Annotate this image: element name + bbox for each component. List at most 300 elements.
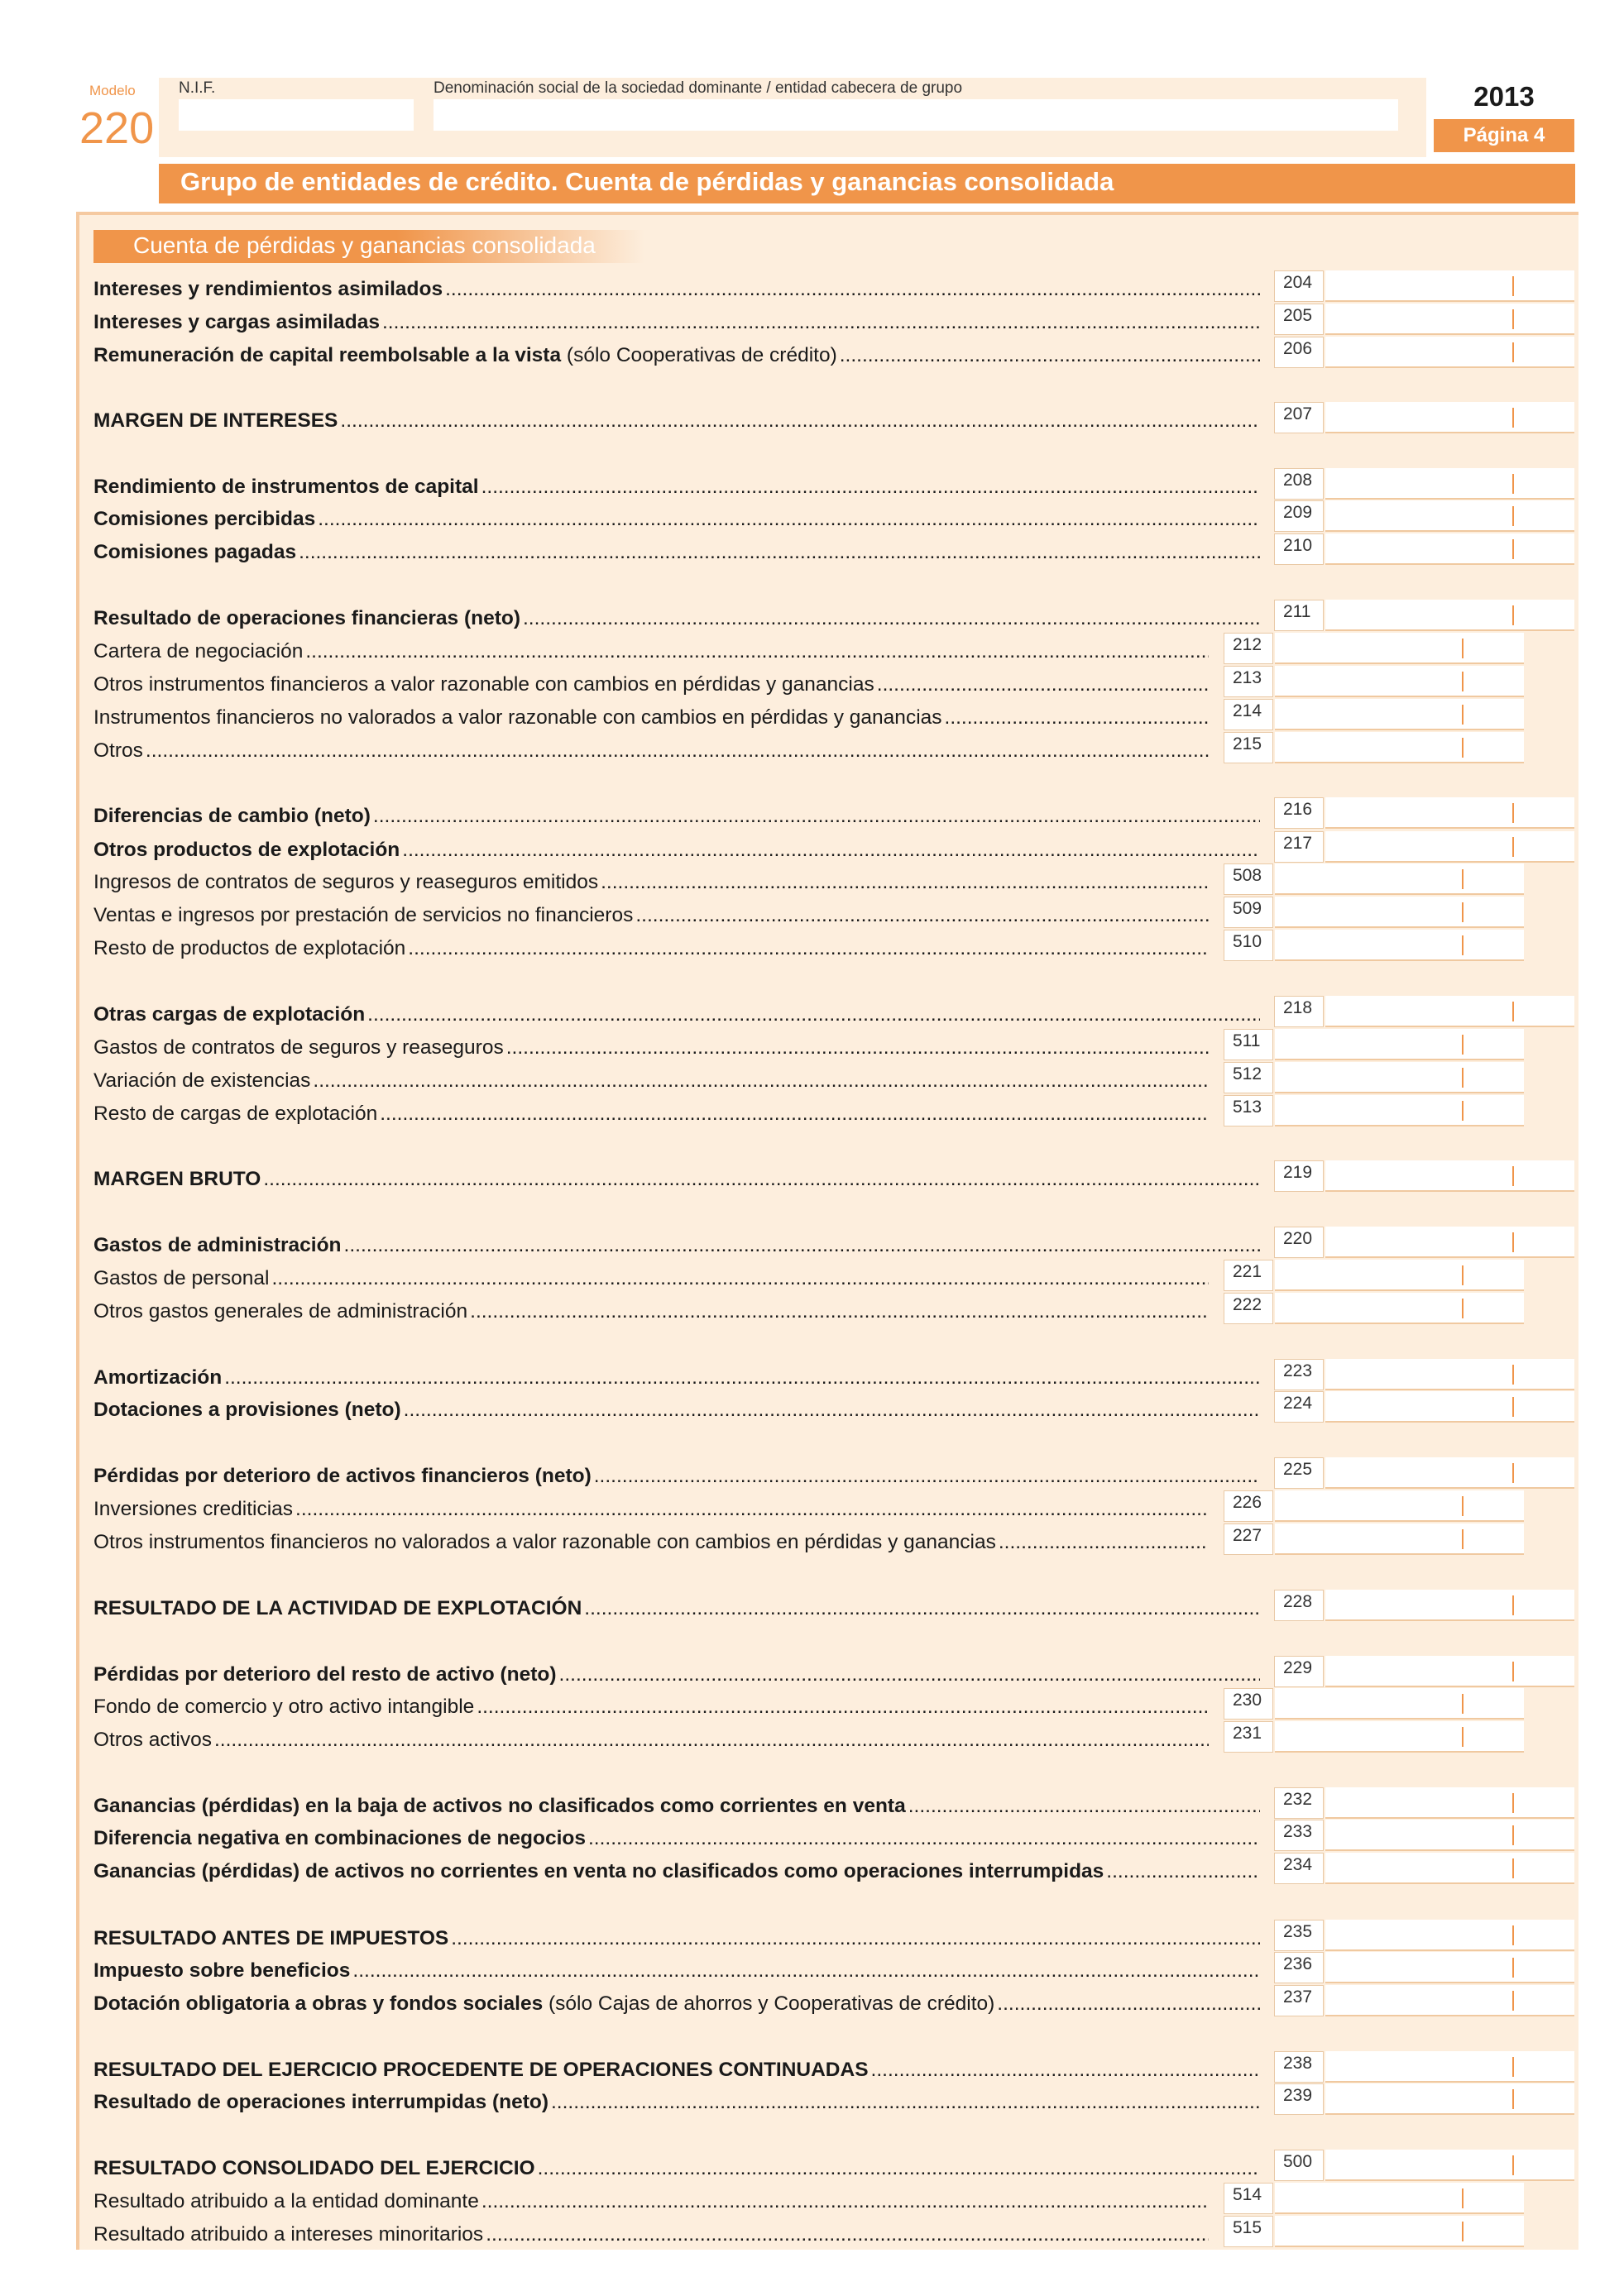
form-row-239 [93, 2083, 1313, 2117]
row-label-text: Intereses y cargas asimiladas [93, 311, 380, 333]
form-row-212 [93, 633, 1260, 666]
row-label [93, 804, 1260, 829]
decimal-separator-mark [1462, 1035, 1464, 1055]
leader-dots [295, 1497, 1209, 1522]
decimal-separator-mark [1512, 837, 1514, 857]
amount-field[interactable] [1325, 500, 1574, 532]
row-label [93, 1299, 1209, 1324]
amount-field[interactable] [1325, 600, 1574, 631]
leader-dots [1106, 1859, 1260, 1884]
box-code: 217 [1274, 831, 1324, 863]
box-code: 215 [1224, 732, 1273, 763]
amount-field[interactable] [1325, 1985, 1574, 2016]
amount-field[interactable] [1325, 1820, 1574, 1851]
leader-dots [477, 1695, 1209, 1720]
box-code: 236 [1274, 1952, 1324, 1983]
decimal-separator-mark [1462, 1496, 1464, 1516]
form-row-224 [93, 1391, 1313, 1424]
leader-dots [271, 1266, 1209, 1291]
decimal-separator-mark [1462, 639, 1464, 658]
row-label-text: Comisiones percibidas [93, 508, 316, 530]
amount-field[interactable] [1325, 1920, 1574, 1951]
section-tab [93, 230, 644, 263]
amount-field[interactable] [1325, 1359, 1574, 1390]
form-row-220 [93, 1227, 1313, 1260]
decimal-separator-mark [1512, 539, 1514, 559]
row-label-note: (sólo Cajas de ahorros y Cooperativas de crédito) [549, 1992, 995, 2015]
amount-field[interactable] [1325, 996, 1574, 1027]
row-label [93, 1069, 1209, 1093]
decimal-separator-mark [1512, 1232, 1514, 1252]
row-label-note: (sólo Cooperativas de crédito) [566, 344, 837, 366]
row-label-text: Instrumentos financieros no valorados a valor razonable con cambios en pérdidas y ganancias [93, 706, 942, 729]
leader-dots [997, 1992, 1260, 2016]
leader-dots [999, 1530, 1209, 1555]
leader-dots [313, 1069, 1209, 1093]
form-row-223 [93, 1359, 1313, 1392]
form-row-510 [93, 930, 1260, 963]
box-code: 224 [1274, 1391, 1324, 1423]
amount-field[interactable] [1275, 1029, 1524, 1060]
form-row-209 [93, 500, 1313, 533]
leader-dots [551, 2090, 1260, 2115]
row-label-text: Otros [93, 739, 143, 762]
decimal-separator-mark [1462, 869, 1464, 889]
row-label-text: Otros gastos generales de administración [93, 1300, 468, 1323]
amount-field[interactable] [1275, 732, 1524, 763]
row-label-text: Diferencia negativa en combinaciones de negocios [93, 1827, 586, 1849]
row-label-text: Impuesto sobre beneficios [93, 1959, 351, 1982]
amount-field[interactable] [1325, 468, 1574, 500]
box-code: 229 [1274, 1656, 1324, 1687]
row-label [93, 1859, 1260, 1884]
form-row-222 [93, 1293, 1260, 1326]
form-row-221 [93, 1260, 1260, 1293]
amount-field[interactable] [1325, 1853, 1574, 1884]
row-label [93, 540, 1260, 565]
box-code: 235 [1274, 1920, 1324, 1951]
amount-field[interactable] [1275, 699, 1524, 730]
form-row-226 [93, 1490, 1260, 1523]
row-label-text: RESULTADO ANTES DE IMPUESTOS [93, 1927, 449, 1949]
box-code: 216 [1274, 797, 1324, 829]
leader-dots [877, 672, 1209, 697]
row-label-text: Remuneración de capital reembolsable a la vista [93, 344, 562, 366]
amount-field[interactable] [1325, 2150, 1574, 2181]
form-row-227 [93, 1523, 1260, 1557]
leader-dots [263, 1167, 1260, 1192]
amount-field[interactable] [1275, 2216, 1524, 2247]
leader-dots [523, 606, 1260, 631]
row-label-text: Resultado atribuido a intereses minoritarios [93, 2223, 484, 2246]
form-row-204 [93, 270, 1313, 304]
decimal-separator-mark [1512, 1397, 1514, 1417]
row-label [93, 2222, 1209, 2247]
leader-dots [594, 1464, 1260, 1489]
amount-field[interactable] [1275, 1095, 1524, 1126]
amount-field[interactable] [1275, 1721, 1524, 1753]
row-label [93, 1266, 1209, 1291]
row-label [93, 1662, 1260, 1687]
amount-field[interactable] [1325, 1952, 1574, 1983]
leader-dots [305, 639, 1209, 664]
row-label-text: Comisiones pagadas [93, 541, 297, 563]
leader-dots [908, 1794, 1260, 1819]
decimal-separator-mark [1512, 1858, 1514, 1878]
leader-dots [224, 1366, 1260, 1390]
box-code: 226 [1224, 1490, 1273, 1522]
row-label [93, 1926, 1260, 1951]
row-label-text: RESULTADO DE LA ACTIVIDAD DE EXPLOTACIÓN [93, 1597, 582, 1619]
amount-field[interactable] [1325, 1787, 1574, 1819]
amount-field[interactable] [1325, 831, 1574, 863]
decimal-separator-mark [1462, 902, 1464, 922]
box-code: 220 [1274, 1227, 1324, 1258]
form-row-217 [93, 831, 1313, 864]
leader-dots [344, 1233, 1260, 1258]
form-row-213 [93, 666, 1260, 699]
row-label-text: Ingresos de contratos de seguros y reaseguros emitidos [93, 871, 599, 893]
decimal-separator-mark [1512, 1991, 1514, 2011]
decimal-separator-mark [1512, 1825, 1514, 1845]
box-code: 513 [1224, 1095, 1273, 1126]
leader-dots [451, 1926, 1260, 1951]
row-label-text: Intereses y rendimientos asimilados [93, 278, 443, 300]
decimal-separator-mark [1462, 2188, 1464, 2208]
amount-field[interactable] [1275, 897, 1524, 928]
form-row-235 [93, 1920, 1313, 1953]
form-row-219 [93, 1160, 1313, 1193]
amount-field[interactable] [1325, 1160, 1574, 1192]
leader-dots [559, 1662, 1260, 1687]
row-label [93, 1002, 1260, 1027]
box-code: 223 [1274, 1359, 1324, 1390]
decimal-separator-mark [1512, 2155, 1514, 2175]
row-label [93, 1959, 1260, 1983]
form-row-218 [93, 996, 1313, 1029]
leader-dots [506, 1036, 1209, 1060]
form-row-208 [93, 468, 1313, 501]
box-code: 206 [1274, 337, 1324, 368]
box-code: 208 [1274, 468, 1324, 500]
decimal-separator-mark [1462, 1299, 1464, 1318]
form-row-515 [93, 2216, 1260, 2249]
form-row-511 [93, 1029, 1260, 1062]
form-row-237 [93, 1985, 1313, 2018]
form-row-207 [93, 402, 1313, 435]
row-label [93, 1826, 1260, 1851]
row-label [93, 310, 1260, 335]
leader-dots [373, 804, 1260, 829]
row-label [93, 1167, 1260, 1192]
leader-dots [481, 475, 1260, 500]
form-row-228 [93, 1590, 1313, 1623]
modelo-number: 220 [79, 103, 155, 153]
form-row-512 [93, 1062, 1260, 1095]
decimal-separator-mark [1462, 1068, 1464, 1088]
row-label-text: Otros activos [93, 1729, 212, 1751]
row-label [93, 706, 1209, 730]
box-code: 231 [1224, 1721, 1273, 1753]
form-row-210 [93, 533, 1313, 567]
amount-field[interactable] [1325, 1227, 1574, 1258]
box-code: 218 [1274, 996, 1324, 1027]
box-code: 230 [1224, 1688, 1273, 1720]
form-row-509 [93, 897, 1260, 930]
leader-dots [588, 1826, 1260, 1851]
box-code: 213 [1224, 666, 1273, 697]
amount-field[interactable] [1325, 402, 1574, 433]
row-label-text: Resto de cargas de explotación [93, 1103, 378, 1125]
row-label [93, 2058, 1260, 2083]
row-label [93, 1497, 1209, 1522]
box-code: 511 [1224, 1029, 1273, 1060]
row-label [93, 1233, 1260, 1258]
box-code: 500 [1274, 2150, 1324, 2181]
row-label [93, 1530, 1209, 1555]
amount-field[interactable] [1325, 337, 1574, 368]
decimal-separator-mark [1512, 506, 1514, 526]
decimal-separator-mark [1512, 1365, 1514, 1385]
box-code: 225 [1274, 1457, 1324, 1489]
row-label-text: Otros productos de explotación [93, 839, 400, 861]
box-code: 219 [1274, 1160, 1324, 1192]
leader-dots [635, 903, 1209, 928]
box-code: 238 [1274, 2051, 1324, 2083]
form-row-232 [93, 1787, 1313, 1820]
row-label [93, 672, 1209, 697]
leader-dots [584, 1596, 1260, 1621]
row-label [93, 343, 1260, 368]
row-label-text: Resultado de operaciones interrumpidas (neto) [93, 2091, 549, 2113]
row-label [93, 1036, 1209, 1060]
decimal-separator-mark [1512, 1793, 1514, 1813]
amount-field[interactable] [1275, 930, 1524, 961]
amount-field[interactable] [1325, 2051, 1574, 2083]
box-code: 510 [1224, 930, 1273, 961]
leader-dots [445, 277, 1260, 302]
decimal-separator-mark [1512, 1595, 1514, 1615]
amount-field[interactable] [1325, 1656, 1574, 1687]
leader-dots [380, 1102, 1209, 1126]
box-code: 233 [1274, 1820, 1324, 1851]
box-code: 214 [1224, 699, 1273, 730]
row-label [93, 838, 1260, 863]
row-label [93, 1596, 1260, 1621]
decimal-separator-mark [1512, 309, 1514, 329]
decimal-separator-mark [1512, 1958, 1514, 1978]
box-code: 239 [1274, 2083, 1324, 2115]
row-label [93, 1728, 1209, 1753]
decimal-separator-mark [1462, 705, 1464, 725]
row-label-text: Ganancias (pérdidas) de activos no corrientes en venta no clasificados como operaciones interrumpidas [93, 1860, 1104, 1882]
leader-dots [352, 1959, 1260, 1983]
row-label-text: Inversiones crediticias [93, 1498, 294, 1520]
amount-field[interactable] [1275, 666, 1524, 697]
row-label-text: RESULTADO DEL EJERCICIO PROCEDENTE DE OPERACIONES CONTINUADAS [93, 2059, 869, 2081]
form-row-225 [93, 1457, 1313, 1490]
row-label-text: Fondo de comercio y otro activo intangible [93, 1696, 475, 1718]
decimal-separator-mark [1512, 1463, 1514, 1483]
form-row-231 [93, 1721, 1260, 1754]
leader-dots [840, 343, 1260, 368]
row-label [93, 475, 1260, 500]
decimal-separator-mark [1462, 1265, 1464, 1285]
row-label [93, 1366, 1260, 1390]
amount-field[interactable] [1325, 2083, 1574, 2115]
amount-field[interactable] [1275, 633, 1524, 664]
row-label [93, 1464, 1260, 1489]
leader-dots [538, 2156, 1260, 2181]
leader-dots [945, 706, 1209, 730]
leader-dots [146, 739, 1209, 763]
row-label-text: Ventas e ingresos por prestación de servicios no financieros [93, 904, 634, 926]
box-code: 512 [1224, 1062, 1273, 1093]
box-code: 234 [1274, 1853, 1324, 1884]
amount-field[interactable] [1325, 1391, 1574, 1423]
amount-field[interactable] [1325, 304, 1574, 335]
amount-field[interactable] [1275, 2183, 1524, 2214]
form-row-215 [93, 732, 1260, 765]
form-row-236 [93, 1952, 1313, 1985]
amount-field[interactable] [1275, 863, 1524, 895]
form-row-205 [93, 304, 1313, 337]
row-label-text: Pérdidas por deterioro del resto de activo (neto) [93, 1663, 557, 1686]
decimal-separator-mark [1512, 342, 1514, 362]
decimal-separator-mark [1512, 2089, 1514, 2109]
form-row-500 [93, 2150, 1313, 2183]
decimal-separator-mark [1462, 672, 1464, 691]
box-code: 222 [1224, 1293, 1273, 1324]
row-label-text: Resultado atribuido a la entidad dominante [93, 2190, 479, 2212]
row-label-text: Gastos de personal [93, 1267, 270, 1289]
box-code: 228 [1274, 1590, 1324, 1621]
decimal-separator-mark [1462, 1727, 1464, 1747]
modelo-label: Modelo [89, 83, 136, 98]
row-label-text: Amortización [93, 1366, 223, 1389]
box-code: 232 [1274, 1787, 1324, 1819]
amount-field[interactable] [1275, 1523, 1524, 1555]
row-label [93, 936, 1209, 961]
row-label [93, 739, 1209, 763]
form-row-234 [93, 1853, 1313, 1886]
leader-dots [404, 1398, 1260, 1423]
row-label-text: Rendimiento de instrumentos de capital [93, 476, 479, 498]
box-code: 227 [1224, 1523, 1273, 1555]
row-label-text: Otros instrumentos financieros no valorados a valor razonable con cambios en pérdidas y ganancias [93, 1531, 996, 1553]
form-row-211 [93, 600, 1311, 633]
box-code: 211 [1274, 600, 1324, 631]
form-row-508 [93, 863, 1260, 897]
row-label-text: Resto de productos de explotación [93, 937, 406, 959]
decimal-separator-mark [1462, 2222, 1464, 2241]
form-row-230 [93, 1688, 1260, 1721]
decimal-separator-mark [1512, 1662, 1514, 1681]
row-label [93, 507, 1260, 532]
decimal-separator-mark [1512, 2057, 1514, 2077]
amount-field[interactable] [1325, 1590, 1574, 1621]
leader-dots [382, 310, 1260, 335]
nif-field[interactable] [179, 99, 414, 131]
box-code: 207 [1274, 402, 1324, 433]
nif-label: N.I.F. [179, 79, 216, 97]
amount-field[interactable] [1275, 1490, 1524, 1522]
row-label-text: MARGEN DE INTERESES [93, 409, 338, 432]
amount-field[interactable] [1325, 1457, 1574, 1489]
decimal-separator-mark [1512, 803, 1514, 823]
row-label [93, 2189, 1209, 2214]
leader-dots [601, 870, 1209, 895]
leader-dots [402, 838, 1260, 863]
denominacion-field[interactable] [434, 99, 1398, 131]
row-label [93, 870, 1209, 895]
row-label [93, 2090, 1260, 2115]
denominacion-label: Denominación social de la sociedad dominante / entidad cabecera de grupo [434, 79, 963, 97]
leader-dots [486, 2222, 1209, 2247]
row-label [93, 1102, 1209, 1126]
decimal-separator-mark [1512, 276, 1514, 296]
row-label-text: Cartera de negociación [93, 640, 304, 662]
decimal-separator-mark [1462, 738, 1464, 758]
row-label [93, 606, 1260, 631]
leader-dots [318, 507, 1260, 532]
row-label [93, 409, 1260, 433]
amount-field[interactable] [1275, 1260, 1524, 1291]
row-label-text: MARGEN BRUTO [93, 1168, 261, 1190]
leader-dots [214, 1728, 1209, 1753]
form-row-206 [93, 337, 1313, 370]
year-badge: 2013 [1434, 83, 1574, 111]
row-label-text: Dotación obligatoria a obras y fondos sociales [93, 1992, 544, 2015]
amount-field[interactable] [1325, 270, 1574, 302]
row-label-text: Diferencias de cambio (neto) [93, 805, 371, 827]
box-code: 209 [1274, 500, 1324, 532]
form-row-514 [93, 2183, 1260, 2216]
form-row-233 [93, 1820, 1313, 1853]
row-label-text: Dotaciones a provisiones (neto) [93, 1399, 401, 1421]
amount-field[interactable] [1325, 533, 1574, 565]
row-label-text: Pérdidas por deterioro de activos financieros (neto) [93, 1465, 592, 1487]
leader-dots [299, 540, 1260, 565]
decimal-separator-mark [1462, 1529, 1464, 1549]
amount-field[interactable] [1325, 797, 1574, 829]
box-code: 221 [1224, 1260, 1273, 1291]
row-label-text: Resultado de operaciones financieras (neto) [93, 607, 520, 629]
box-code: 205 [1274, 304, 1324, 335]
row-label-text: Gastos de contratos de seguros y reaseguros [93, 1036, 504, 1059]
amount-field[interactable] [1275, 1062, 1524, 1093]
row-label-text: Otros instrumentos financieros a valor razonable con cambios en pérdidas y ganancias [93, 673, 874, 696]
row-label-text: RESULTADO CONSOLIDADO DEL EJERCICIO [93, 2157, 535, 2179]
decimal-separator-mark [1512, 1002, 1514, 1021]
decimal-separator-mark [1512, 408, 1514, 428]
row-label [93, 1695, 1209, 1720]
row-label-text: Variación de existencias [93, 1069, 311, 1092]
form-row-513 [93, 1095, 1260, 1128]
box-code: 515 [1224, 2216, 1273, 2247]
form-row-229 [93, 1656, 1313, 1689]
amount-field[interactable] [1275, 1688, 1524, 1720]
amount-field[interactable] [1275, 1293, 1524, 1324]
page-badge: Página 4 [1434, 119, 1574, 152]
row-label [93, 1992, 1260, 2016]
box-code: 210 [1274, 533, 1324, 565]
row-label [93, 1398, 1260, 1423]
leader-dots [470, 1299, 1209, 1324]
page-title: Grupo de entidades de crédito. Cuenta de pérdidas y ganancias consolidada [180, 167, 1114, 196]
section-title: Cuenta de pérdidas y ganancias consolidada [133, 232, 596, 258]
leader-dots [340, 409, 1260, 433]
